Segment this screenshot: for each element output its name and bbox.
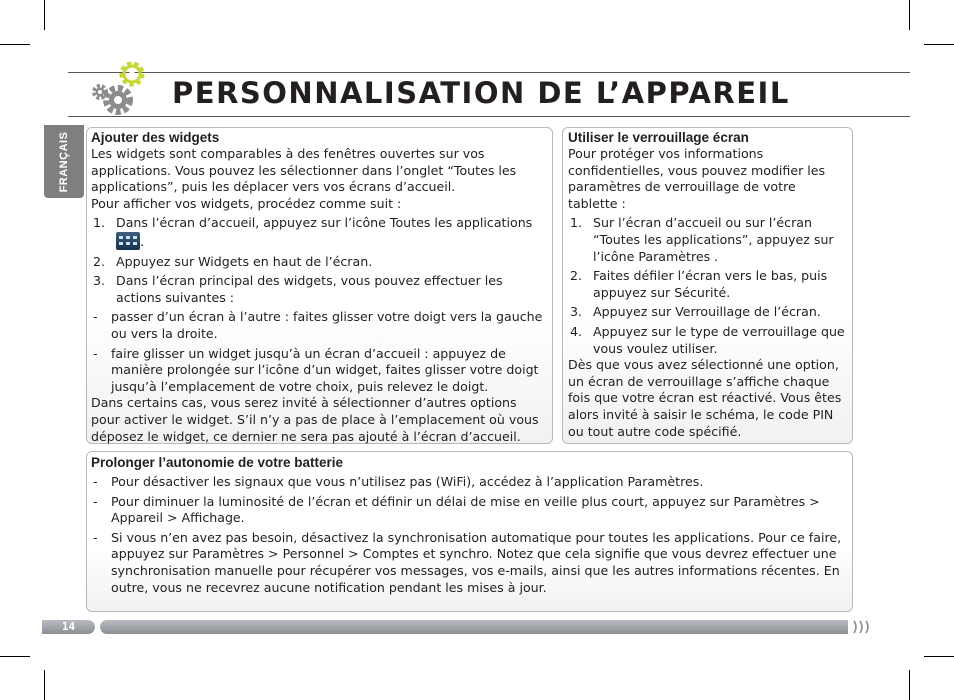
widgets-actions (91, 309, 548, 395)
lock-intro: Pour protéger vos informations confidentielles, vous pouvez modifier les paramètres de verrouillage de votre tablette : (568, 146, 826, 211)
page-title: PERSONNALISATION DE L’APPAREIL (172, 76, 790, 110)
list-item: - Pour diminuer la luminosité de l’écran et définir un délai de mise en veille plus court, appuyez sur Paramètres > Appareil > Affichage. (93, 493, 820, 526)
header-rule-top (68, 72, 910, 73)
gears-icon (84, 56, 164, 122)
battery-tips (91, 474, 848, 596)
list-item: - passer d’un écran à l’autre : faites glisser votre doigt vers la gauche ou vers la droite. (93, 309, 543, 341)
battery-heading: Prolonger l’autonomie de votre batterie (91, 455, 344, 470)
list-item: 3. Appuyez sur Verrouillage de l’écran. (570, 304, 821, 320)
chevrons-icon (852, 620, 872, 634)
list-item: 1. Sur l’écran d’accueil ou sur l’écran “Toutes les applications”, appuyez sur l’icône Paramètres . (570, 215, 834, 264)
list-item: 2. Appuyez sur Widgets en haut de l’écran. (93, 253, 373, 269)
list-item: 4. Appuyez sur le type de verrouillage que vous voulez utiliser. (570, 323, 845, 356)
page-number: 14 (42, 620, 95, 634)
crop-mark (44, 0, 45, 30)
crop-mark (44, 670, 45, 700)
crop-mark (0, 656, 30, 657)
list-item: - Si vous n’en avez pas besoin, désactivez la synchronisation automatique pour toutes les applications. Pour ce faire, appuyez sur Paramètres > Personnel > Comptes et synchro. Notez que cela signifie que vous devrez effectuer une synchronisation manuelle pour récupérer vos messages, vos e-mails, ainsi que les autres informations récentes. En outre, vous ne recevrez aucune notification pendant les mises à jour. (93, 529, 842, 595)
widgets-heading: Ajouter des widgets (91, 130, 220, 145)
lock-heading: Utiliser le verrouillage écran (568, 130, 749, 145)
list-item: - Pour désactiver les signaux que vous n’utilisez pas (WiFi), accédez à l’application Paramètres. (93, 474, 704, 489)
language-tab-label: FRANÇAIS (58, 131, 70, 192)
header-rule-bottom (68, 116, 910, 117)
widgets-intro: Les widgets sont comparables à des fenêtres ouvertes sur vos applications. Vous pouvez les sélectionner dans l’onglet “Toutes les applications”, puis les déplacer vers vos écrans d’accueil. (91, 146, 517, 195)
widgets-outro: Dans certains cas, vous serez invité à sélectionner d’autres options pour activer le widget. S’il n’y a pas de place à l’emplacement où vous déposez le widget, ce dernier ne sera pas ajouté à l’écran d’accueil. (91, 395, 539, 444)
lock-outro: Dès que vous avez sélectionné une option, un écran de verrouillage s’affiche chaque fois que votre écran est réactivé. Vous êtes alors invité à saisir le schéma, le code PIN ou tout autre code spécifié. (568, 357, 842, 439)
list-item: - faire glisser un widget jusqu’à un écran d’accueil : appuyez de manière prolongée sur l’icône d’un widget, faites glisser votre doigt jusqu’à l’emplacement de votre choix, puis relevez le doigt. (93, 345, 539, 394)
widgets-steps (91, 215, 548, 306)
widgets-lead: Pour afficher vos widgets, procédez comme suit : (91, 195, 402, 211)
lock-section (562, 127, 853, 444)
crop-mark (0, 44, 30, 45)
widgets-section (86, 127, 553, 444)
list-item: 3. Dans l’écran principal des widgets, vous pouvez effectuer les actions suivantes : (93, 273, 503, 305)
battery-section (86, 451, 853, 612)
list-item: 1. Dans l’écran d’accueil, appuyez sur l’icône Toutes les applications . (93, 215, 533, 249)
all-apps-icon (116, 232, 140, 250)
language-tab (44, 125, 84, 198)
crop-mark (924, 656, 954, 657)
crop-mark (909, 670, 910, 700)
footer-bar (100, 620, 848, 634)
crop-mark (924, 44, 954, 45)
list-item: 2. Faites défiler l’écran vers le bas, puis appuyez sur Sécurité. (570, 268, 828, 300)
lock-steps (568, 215, 848, 357)
crop-mark (909, 0, 910, 30)
